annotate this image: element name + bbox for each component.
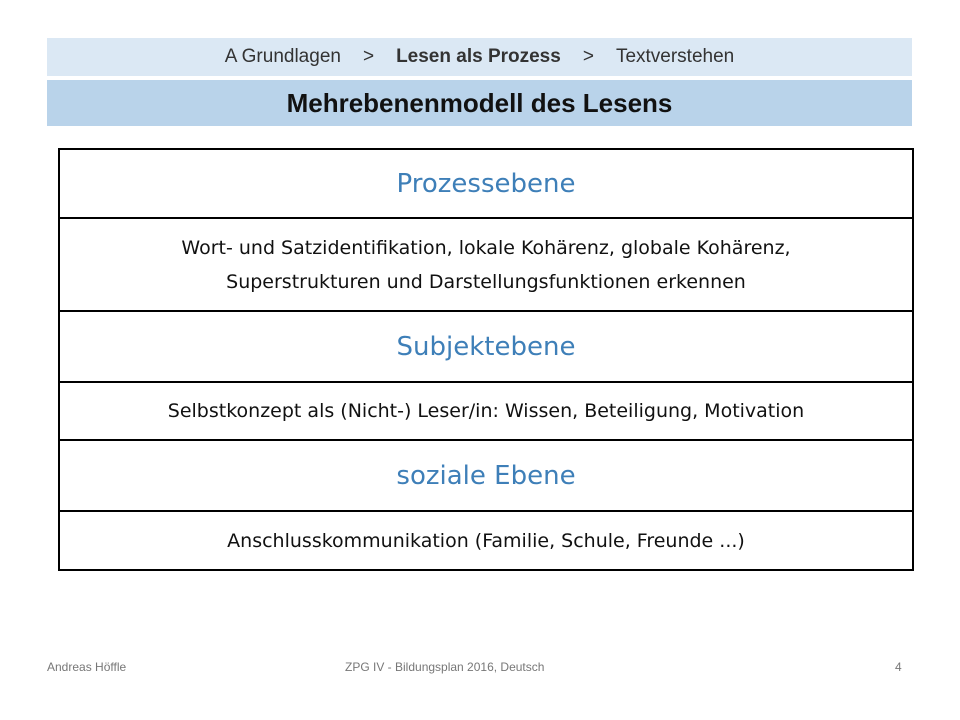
breadcrumb-separator: > [362, 46, 375, 67]
level-heading-subjektebene: Subjektebene [60, 312, 912, 383]
detail-line: Wort- und Satzidentifikation, lokale Kohärenz, globale Kohärenz, [181, 236, 791, 259]
level-detail-prozessebene [60, 219, 912, 312]
footer-author: Andreas Höffle [47, 660, 127, 674]
breadcrumb-item-grundlagen: A Grundlagen [224, 46, 341, 67]
footer-course: ZPG IV - Bildungsplan 2016, Deutsch [345, 660, 545, 674]
footer-page-number: 4 [895, 660, 902, 674]
page-title: Mehrebenenmodell des Lesens [286, 87, 673, 118]
breadcrumb-item-lesen-als-prozess: Lesen als Prozess [396, 46, 561, 67]
breadcrumb-separator: > [582, 46, 594, 67]
breadcrumb [47, 38, 912, 76]
level-detail-soziale-ebene: Anschlusskommunikation (Familie, Schule, Freunde ...) [227, 529, 745, 552]
detail-line: Superstrukturen und Darstellungsfunktionen erkennen [226, 270, 746, 293]
title-bar [47, 80, 912, 126]
level-detail-subjektebene: Selbstkonzept als (Nicht-) Leser/in: Wissen, Beteiligung, Motivation [60, 383, 912, 441]
level-heading-soziale-ebene: soziale Ebene [60, 441, 912, 512]
breadcrumb-item-textverstehen: Textverstehen [615, 46, 735, 67]
level-heading-prozessebene: Prozessebene [60, 150, 912, 219]
reading-model-table [58, 148, 914, 571]
